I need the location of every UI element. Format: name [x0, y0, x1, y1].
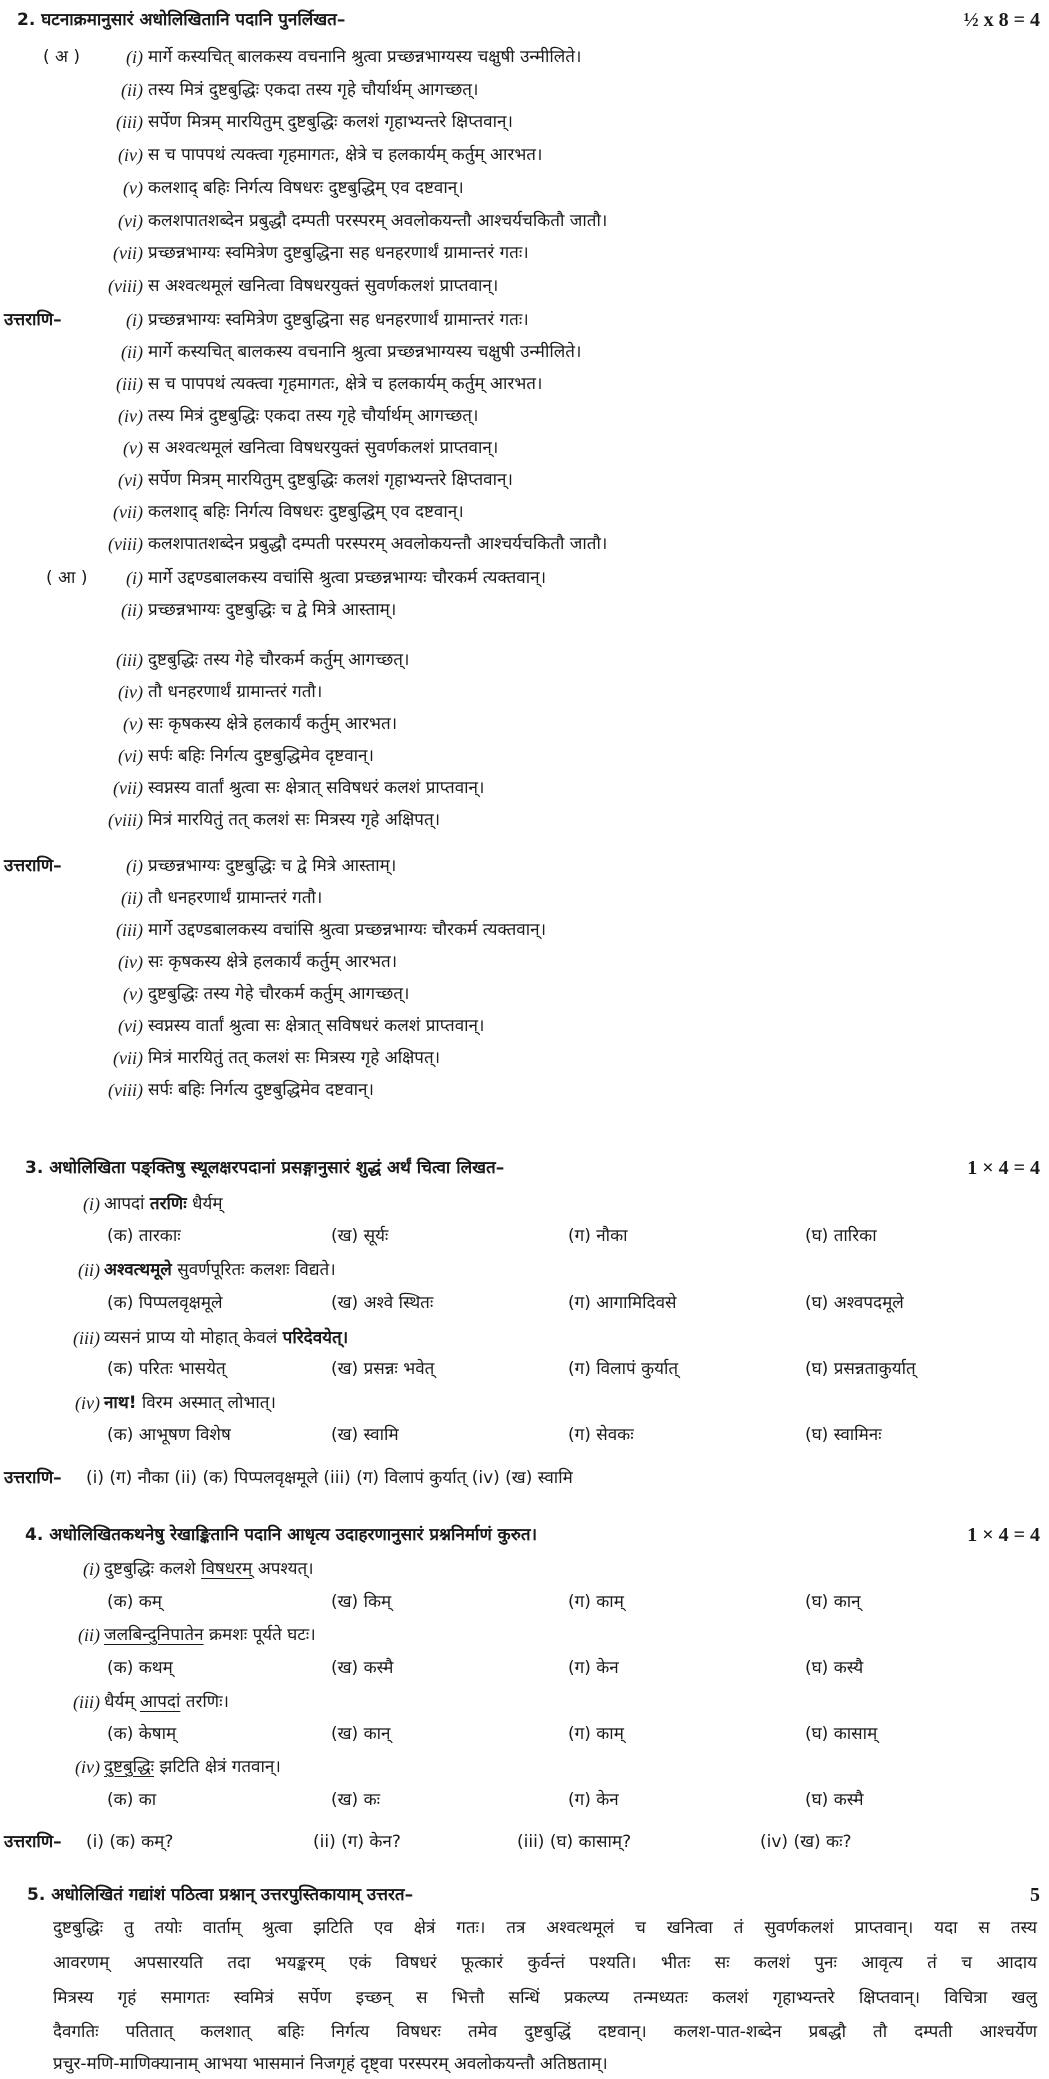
- item-text: तौ धनहरणार्थं ग्रामान्तरं गतौ।: [148, 682, 323, 702]
- option-2: (ख) स्वामि: [331, 1425, 399, 1445]
- option-4: (घ) कस्मै: [805, 1790, 864, 1810]
- sentence-segment: विरम अस्मात् लोभात्।: [136, 1393, 276, 1413]
- item-sentence: [104, 1689, 229, 1715]
- question-4-score: 1 × 4 = 4: [967, 1524, 1040, 1546]
- item-number: (iii): [116, 650, 143, 670]
- option-2: (ख) कान्: [331, 1724, 391, 1744]
- item-text: मार्गे कस्यचित् बालकस्य वचनानि श्रुत्वा प्रच्छन्नभाग्यस्य चक्षुषी उन्मीलिते।: [148, 342, 582, 362]
- item-sentence: [104, 1390, 276, 1416]
- item-text: स अश्वत्थमूलं खनित्वा विषधरयुक्तं सुवर्णकलशं प्राप्तवान्।: [148, 276, 499, 296]
- item-number: (viii): [108, 276, 143, 296]
- underlined-word: आपदां: [139, 1692, 181, 1712]
- bold-word: परिदेवयेत्।: [282, 1328, 349, 1348]
- question-5-score: 5: [1030, 1884, 1040, 1906]
- item-number: (vi): [118, 746, 143, 766]
- item-text: तस्य मित्रं दुष्टबुद्धिः एकदा तस्य गृहे चौर्यार्थम् आगच्छत्।: [148, 80, 479, 100]
- option-3: (ग) विलापं कुर्यात्: [568, 1359, 679, 1379]
- underlined-word: जलबिन्दुनिपातेन: [104, 1625, 204, 1645]
- item-number: (iv): [118, 682, 143, 702]
- item-number: (ii): [78, 1625, 100, 1645]
- sentence-segment: क्रमशः पूर्यते घटः।: [203, 1625, 316, 1645]
- option-1: (क) का: [107, 1790, 157, 1810]
- option-4: (घ) कासाम्: [805, 1724, 878, 1744]
- item-sentence: [104, 1622, 316, 1648]
- item-text: स्वप्नस्य वार्तां श्रुत्वा सः क्षेत्रात् सविषधरं कलशं प्राप्तवान्।: [148, 778, 485, 798]
- item-text: प्रच्छन्नभाग्यः दुष्टबुद्धिः च द्वे मित्रे आस्ताम्।: [148, 600, 397, 620]
- option-1: (क) परितः भासयेत्: [107, 1359, 226, 1379]
- answer-item: (ii) (ग) केन?: [313, 1832, 401, 1852]
- underlined-word: दुष्टबुद्धिः: [104, 1757, 155, 1777]
- sentence-segment: आपदां: [104, 1194, 150, 1214]
- answers-label: उत्तराणि–: [4, 1468, 62, 1488]
- sentence-segment: सुवर्णपूरितः कलशः विद्यते।: [171, 1260, 336, 1280]
- item-text: मार्गे उद्दण्डबालकस्य वचांसि श्रुत्वा प्रच्छन्नभाग्यः चौरकर्म त्यक्तवान्।: [148, 920, 547, 940]
- passage-line: दैवगतिः पतितात् कलशात् बहिः निर्गत्य विषधरः तमेव दुष्टबुद्धिं दष्टवान्। कलश-पात-शब्देन प्रबद्धौ तौ दम्पती आश्चर्येण: [53, 2022, 1037, 2042]
- item-text: सर्पेण मित्रम् मारयितुम् दुष्टबुद्धिः कलशं गृहाभ्यन्तरे क्षिप्तवान्।: [148, 112, 513, 132]
- sentence-segment: तरणिः।: [180, 1692, 229, 1712]
- item-number: (vi): [118, 470, 143, 490]
- item-text: मार्गे कस्यचित् बालकस्य वचनानि श्रुत्वा प्रच्छन्नभाग्यस्य चक्षुषी उन्मीलिते।: [148, 47, 582, 67]
- item-number: (iv): [118, 406, 143, 426]
- item-number: (iii): [116, 920, 143, 940]
- option-1: (क) तारकाः: [107, 1226, 181, 1246]
- passage-line: आवरणम् अपसारयति तदा भयङ्करम् एकं विषधरं फूत्कारं कुर्वन्तं पश्यति। भीतः सः कलशं पुनः आवृत्य तं च आदाय: [53, 1953, 1037, 1973]
- answer-item: (i) (क) कम्?: [86, 1832, 174, 1852]
- item-number: (iii): [73, 1692, 100, 1712]
- item-number: (iii): [116, 374, 143, 394]
- item-number: (vii): [113, 243, 143, 263]
- item-text: कलशाद् बहिः निर्गत्य विषधरः दुष्टबुद्धिम् एव दष्टवान्।: [148, 178, 464, 198]
- option-1: (क) कथम्: [107, 1658, 173, 1678]
- item-text: सर्पः बहिः निर्गत्य दुष्टबुद्धिमेव दृष्टवान्।: [148, 746, 374, 766]
- item-text: स च पापपथं त्यक्त्वा गृहमागतः, क्षेत्रे च हलकार्यम् कर्तुम् आरभत।: [148, 145, 543, 165]
- answer-item: (iv) (ख) कः?: [760, 1832, 852, 1852]
- item-number: (i): [83, 1194, 100, 1214]
- item-number: (viii): [108, 810, 143, 830]
- option-2: (ख) कः: [331, 1790, 381, 1810]
- item-number: (iii): [116, 112, 143, 132]
- item-text: स अश्वत्थमूलं खनित्वा विषधरयुक्तं सुवर्णकलशं प्राप्तवान्।: [148, 438, 499, 458]
- answers-text: (i) (ग) नौका (ii) (क) पिप्पलवृक्षमूले (iii) (ग) विलापं कुर्यात् (iv) (ख) स्वामि: [86, 1468, 573, 1488]
- bold-word: तरणिः: [149, 1194, 187, 1214]
- item-text: कलशपातशब्देन प्रबुद्धौ दम्पती परस्परम् अवलोकयन्तौ आश्चर्यचकितौ जातौ।: [148, 534, 608, 554]
- item-text: कलशपातशब्देन प्रबुद्धौ दम्पती परस्परम् अवलोकयन्तौ आश्चर्यचकितौ जातौ।: [148, 211, 608, 231]
- item-number: (i): [126, 47, 143, 67]
- item-number: (iv): [118, 145, 143, 165]
- option-1: (क) आभूषण विशेष: [107, 1425, 231, 1445]
- item-number: (vii): [113, 502, 143, 522]
- item-number: (iii): [73, 1328, 100, 1348]
- item-sentence: [104, 1754, 281, 1780]
- option-3: (ग) काम्: [568, 1592, 624, 1612]
- item-number: (ii): [78, 1260, 100, 1280]
- option-4: (घ) अश्वपदमूले: [805, 1293, 904, 1313]
- item-text: मित्रं मारयितुं तत् कलशं सः मित्रस्य गृहे अक्षिपत्।: [148, 1048, 441, 1068]
- option-1: (क) कम्: [107, 1592, 162, 1612]
- answers-label: उत्तराणि–: [4, 856, 62, 876]
- item-number: (ii): [121, 80, 143, 100]
- item-number: (i): [126, 568, 143, 588]
- item-number: (iv): [118, 952, 143, 972]
- sentence-segment: दुष्टबुद्धिः कलशे: [104, 1559, 202, 1579]
- item-text: तौ धनहरणार्थं ग्रामान्तरं गतौ।: [148, 888, 323, 908]
- option-2: (ख) कस्मै: [331, 1658, 394, 1678]
- item-text: मार्गे उद्दण्डबालकस्य वचांसि श्रुत्वा प्रच्छन्नभाग्यः चौरकर्म त्यक्तवान्।: [148, 568, 547, 588]
- item-sentence: [104, 1325, 348, 1351]
- question-3-title: 3. अधोलिखिता पङ्क्तिषु स्थूलक्षरपदानां प्रसङ्गानुसारं शुद्धं अर्थं चित्वा लिखत–: [25, 1158, 505, 1178]
- answers-label: उत्तराणि–: [4, 1832, 62, 1852]
- part-aa-label: ( आ ): [46, 568, 88, 588]
- item-number: (v): [123, 438, 143, 458]
- bold-word: नाथ!: [104, 1393, 137, 1413]
- sentence-segment: धैर्यम्: [104, 1692, 140, 1712]
- item-text: स्वप्नस्य वार्तां श्रुत्वा सः क्षेत्रात् सविषधरं कलशं प्राप्तवान्।: [148, 1016, 485, 1036]
- question-4-title: 4. अधोलिखितकथनेषु रेखाङ्कितानि पदानि आधृत्य उदाहरणानुसारं प्रश्ननिर्माणं कुरुत।: [25, 1525, 538, 1545]
- sentence-segment: धैर्यम्: [186, 1194, 223, 1214]
- question-2-title: 2. घटनाक्रमानुसारं अधोलिखितानि पदानि पुनर्लिखत–: [17, 10, 346, 30]
- item-number: (vii): [113, 778, 143, 798]
- item-number: (vi): [118, 211, 143, 231]
- item-sentence: [104, 1257, 336, 1283]
- item-text: सर्पेण मित्रम् मारयितुम् दुष्टबुद्धिः कलशं गृहाभ्यन्तरे क्षिप्तवान्।: [148, 470, 513, 490]
- option-2: (ख) किम्: [331, 1592, 392, 1612]
- passage-line: दुष्टबुद्धिः तु तयोः वार्ताम् श्रुत्वा झटिति एव क्षेत्रं गतः। तत्र अश्वत्थमूलं च खनित्वा तं सुवर्णकलशं प्राप्तवान्। यदा स तस्य: [53, 1918, 1037, 1938]
- option-3: (ग) केन: [568, 1658, 619, 1678]
- answers-label: उत्तराणि–: [4, 310, 62, 330]
- item-number: (viii): [108, 534, 143, 554]
- item-text: प्रच्छन्नभाग्यः दुष्टबुद्धिः च द्वे मित्रे आस्ताम्।: [148, 856, 397, 876]
- item-text: दुष्टबुद्धिः तस्य गेहे चौरकर्म कर्तुम् आगच्छत्।: [148, 650, 410, 670]
- underlined-word: विषधरम्: [201, 1559, 253, 1579]
- item-number: (i): [83, 1559, 100, 1579]
- option-2: (ख) प्रसन्नः भवेत्: [331, 1359, 435, 1379]
- option-4: (घ) कस्यै: [805, 1658, 864, 1678]
- item-number: (v): [123, 714, 143, 734]
- item-number: (i): [126, 310, 143, 330]
- item-number: (ii): [121, 342, 143, 362]
- item-sentence: [104, 1191, 223, 1217]
- item-number: (v): [123, 178, 143, 198]
- sentence-segment: व्यसनं प्राप्य यो मोहात् केवलं: [104, 1328, 283, 1348]
- item-number: (iv): [75, 1393, 100, 1413]
- item-number: (iv): [75, 1757, 100, 1777]
- option-4: (घ) तारिका: [805, 1226, 877, 1246]
- question-3-score: 1 × 4 = 4: [967, 1157, 1040, 1179]
- passage-line: प्रचुर-मणि-माणिक्यानाम् आभया भासमानं निजगृहं दृष्ट्वा परस्परम् अवलोकयन्तौ अतिष्ठताम्।: [53, 2054, 608, 2074]
- option-3: (ग) आगामिदिवसे: [568, 1293, 677, 1313]
- option-4: (घ) प्रसन्नताकुर्यात्: [805, 1359, 916, 1379]
- option-1: (क) केषाम्: [107, 1724, 177, 1744]
- item-text: सः कृषकस्य क्षेत्रे हलकार्यं कर्तुम् आरभत।: [148, 714, 398, 734]
- answer-item: (iii) (घ) कासाम्?: [517, 1832, 632, 1852]
- option-4: (घ) स्वामिनः: [805, 1425, 882, 1445]
- item-text: मित्रं मारयितुं तत् कलशं सः मित्रस्य गृहे अक्षिपत्।: [148, 810, 441, 830]
- item-text: सः कृषकस्य क्षेत्रे हलकार्यं कर्तुम् आरभत।: [148, 952, 398, 972]
- item-text: तस्य मित्रं दुष्टबुद्धिः एकदा तस्य गृहे चौर्यार्थम् आगच्छत्।: [148, 406, 479, 426]
- item-text: प्रच्छन्नभाग्यः स्वमित्रेण दुष्टबुद्धिना सह धनहरणार्थं ग्रामान्तरं गतः।: [148, 310, 529, 330]
- item-number: (i): [126, 856, 143, 876]
- passage-line: मित्रस्य गृहं समागतः स्वमित्रं सर्पेण इच्छन् स भित्तौ सन्धिं प्रकल्प्य तन्मध्यतः कलशं गृहाभ्यन्तरे क्षिप्तवान्। विचित्रा खलु: [53, 1988, 1037, 2008]
- option-2: (ख) सूर्यः: [331, 1226, 389, 1246]
- item-number: (vii): [113, 1048, 143, 1068]
- item-number: (vi): [118, 1016, 143, 1036]
- option-3: (ग) सेवकः: [568, 1425, 634, 1445]
- item-text: सर्पः बहिः निर्गत्य दुष्टबुद्धिमेव दष्टवान्।: [148, 1080, 374, 1100]
- item-text: दुष्टबुद्धिः तस्य गेहे चौरकर्म कर्तुम् आगच्छत्।: [148, 984, 410, 1004]
- question-2-score: ½ x 8 = 4: [963, 9, 1040, 31]
- item-number: (v): [123, 984, 143, 1004]
- option-3: (ग) केन: [568, 1790, 619, 1810]
- option-3: (ग) नौका: [568, 1226, 628, 1246]
- item-sentence: [104, 1556, 314, 1582]
- item-text: कलशाद् बहिः निर्गत्य विषधरः दुष्टबुद्धिम् एव दष्टवान्।: [148, 502, 464, 522]
- option-2: (ख) अश्वे स्थितः: [331, 1293, 434, 1313]
- question-5-title: 5. अधोलिखितं गद्यांशं पठित्वा प्रश्नान् उत्तरपुस्तिकायाम् उत्तरत–: [27, 1885, 414, 1905]
- item-number: (viii): [108, 1080, 143, 1100]
- item-number: (ii): [121, 888, 143, 908]
- option-4: (घ) कान्: [805, 1592, 861, 1612]
- bold-word: अश्वत्थमूले: [104, 1260, 172, 1280]
- option-3: (ग) काम्: [568, 1724, 624, 1744]
- item-text: प्रच्छन्नभाग्यः स्वमित्रेण दुष्टबुद्धिना सह धनहरणार्थं ग्रामान्तरं गतः।: [148, 243, 529, 263]
- sentence-segment: अपश्यत्।: [252, 1559, 314, 1579]
- item-text: स च पापपथं त्यक्त्वा गृहमागतः, क्षेत्रे च हलकार्यम् कर्तुम् आरभत।: [148, 374, 543, 394]
- part-a-label: ( अ ): [43, 47, 81, 67]
- sentence-segment: झटिति क्षेत्रं गतवान्।: [154, 1757, 281, 1777]
- item-number: (ii): [121, 600, 143, 620]
- option-1: (क) पिप्पलवृक्षमूले: [107, 1293, 223, 1313]
